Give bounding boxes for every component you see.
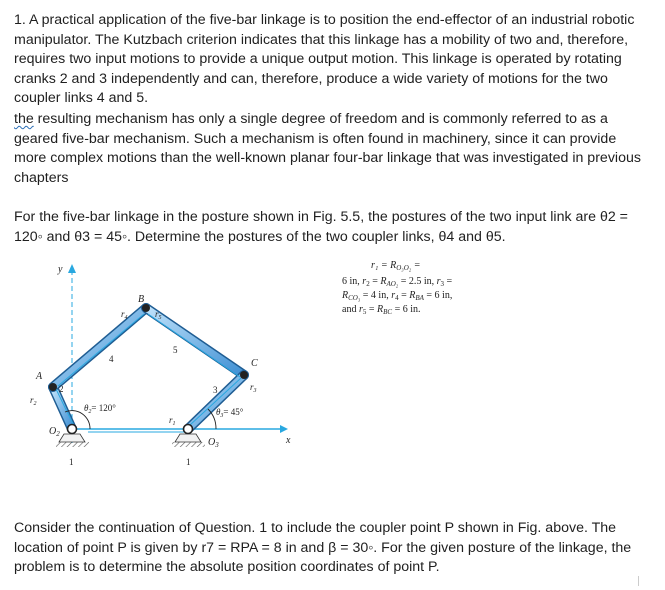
given-line-2: 6 in, $r_2 = R_{AO_2} = 2.5$ in, $r_3$ = [342, 276, 453, 288]
point-o3-label: $O_3$ [208, 437, 219, 449]
y-axis-label: y [58, 264, 63, 275]
given-line-3: $R_{CO_3} = 4$ in, $r_4 = R_{BA} = 6$ in, [342, 290, 453, 302]
ground-1-right-label: 1 [186, 457, 191, 467]
theta2-label: $\theta_2= 120^\circ$ [84, 403, 116, 415]
given-line-1: $r_1 = R_{O_3O_2}$ = [371, 260, 421, 272]
point-o2-label: $O_2$ [49, 426, 60, 438]
question2-paragraph: Consider the continuation of Question. 1 to include the coupler point P shown in Fig. above. The location of point P is given by r7 = RPA = 8 in and β = 30◦. For the given posture of the linkage, the problem is to determine the absolute position coordinates of point P. [14, 520, 632, 576]
scroll-edge-mark [638, 576, 639, 586]
ground-1-left-label: 1 [69, 457, 74, 467]
paragraph-2-text: resulting mechanism has only a single degree of freedom and is commonly referred to as a geared five-bar mechanism. Such a mechanism is often found in machinery, since it can provide more complex motions than the well-known planar four-bar linkage that was investigated in previous chapters [14, 111, 641, 186]
r5-label: $r_5$ [155, 309, 162, 321]
x-axis-label: x [286, 435, 291, 446]
ground-support-o2 [56, 434, 89, 447]
link-3-label: 3 [213, 385, 218, 395]
coordinate-axes [68, 264, 288, 443]
link-2-label: 2 [59, 384, 64, 394]
point-c-label: C [251, 358, 258, 369]
spellcheck-word[interactable]: the [14, 111, 34, 127]
point-a-label: A [36, 371, 43, 382]
five-bar-linkage-figure [18, 258, 648, 478]
given-dimensions [341, 260, 453, 316]
question1-paragraph-2 [14, 110, 650, 188]
link-5-label: 5 [173, 345, 178, 355]
r1-label: $r_1$ [169, 415, 176, 427]
link-4-label: 4 [109, 354, 114, 364]
ground-support-o3 [172, 434, 205, 447]
question1-paragraph: 1. A practical application of the five-bar linkage is to position the end-effector of an industrial robotic manipulator. The Kutzbach criterion indicates that this linkage has a mobility of two and, therefore, requires two input motions to provide a unique output motion. This linkage is operated by rotating cranks 2 and 3 independently and can, therefore, produce a wide variety of motions for the two coupler links 4 and 5. [14, 12, 635, 107]
theta3-label: $\theta_3= 45^\circ$ [216, 407, 244, 419]
point-b-label: B [138, 294, 145, 305]
question1-task: For the five-bar linkage in the posture shown in Fig. 5.5, the postures of the two input link are θ2 = 120◦ and θ3 = 45◦. Determine the postures of the two coupler links, θ4 and θ5. [14, 209, 628, 245]
r3-label: $r_3$ [250, 382, 257, 394]
r4-label: $r_4$ [121, 309, 128, 321]
given-line-4: and $r_5 = R_{BC} = 6$ in. [342, 304, 421, 316]
r2-label: $r_2$ [30, 395, 37, 407]
